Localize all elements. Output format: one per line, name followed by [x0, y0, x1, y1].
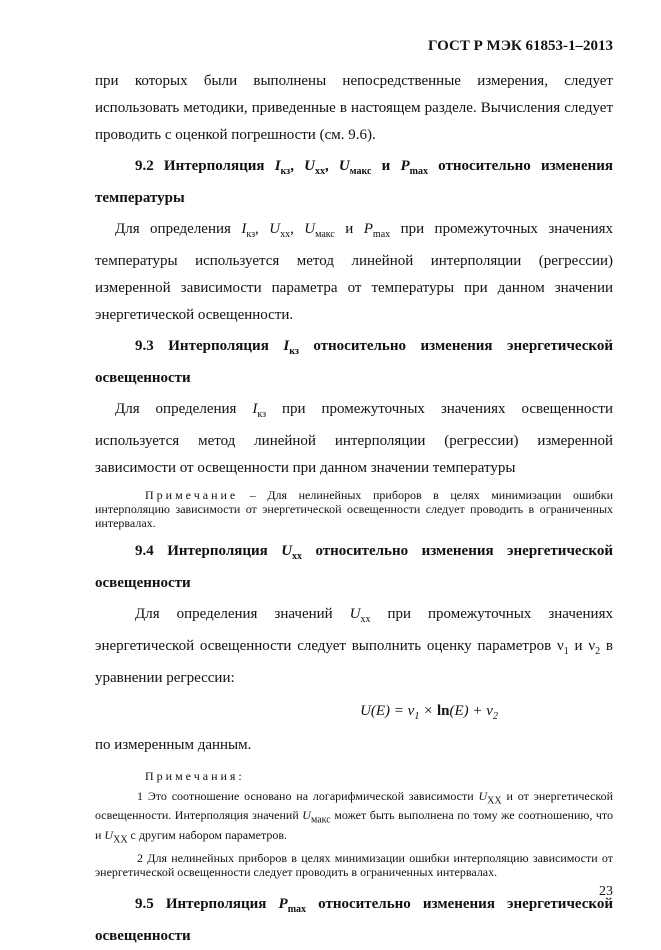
intro-paragraph: при которых были выполнены непосредственные измерения, следует использовать методики, приведенные в настоящем разделе. Вычисления следует проводить с оценкой погрешности (см. 9.6). [95, 73, 613, 143]
section-9-2-heading: 9.2 Интерполяция $I_{кз}$, $U_{хх}$, $U_{макс}$ и $P_{max}$ относительно изменения температуры [95, 158, 614, 206]
regression-formula: $U(E) = \nu_1 \times \ln(E) + \nu_2$ [360, 703, 498, 722]
note-1: 1 Это соотношение основано на логарифмической зависимости $U_{XX}$ и от энергетической освещенности. Интерполяция значений $U_{макс}$ может быть выполнена по тому же соотношению, что и $U_{XX}$ с другим набором параметров. [95, 789, 613, 846]
note-label: Примечание [145, 488, 239, 502]
section-9-3-paragraph: Для определения $I_{кз}$ при промежуточных значениях освещенности используется метод линейной интерполяции (регрессии) измеренной зависимости от освещенности при данном значении температуры [95, 401, 614, 476]
section-9-2-paragraph: Для определения $I_{кз}$, $U_{хх}$, $U_{макс}$ и $P_{max}$ при промежуточных значениях температуры используется метод линейной интерполяции (регрессии) измеренной зависимости параметра от температуры при данном значении энергетической освещенности. [95, 221, 614, 323]
section-9-4-paragraph: Для определения значений $U_{хх}$ при промежуточных значениях энергетической освещенности следует выполнить оценку параметров $\nu_1$ и $\nu_2$ в уравнении регрессии: [95, 606, 613, 686]
section-9-3-heading: 9.3 Интерполяция $I_{кз}$ относительно изменения энергетической освещенности [95, 338, 613, 386]
page-number: 23 [599, 884, 613, 899]
document-header: ГОСТ Р МЭК 61853-1–2013 [428, 38, 613, 54]
page-content [95, 68, 613, 950]
section-9-4-heading: 9.4 Интерполяция $U_{хх}$ относительно изменения энергетической освещенности [95, 543, 613, 591]
section-9-3-note: Примечание – Для нелинейных приборов в целях минимизации ошибки интерполяцию зависимости от энергетической освещенности следует проводить в ограниченных интервалах. [95, 488, 613, 530]
after-formula-text: по измеренным данным. [95, 737, 252, 753]
section-9-5-heading: 9.5 Интерполяция $P_{max}$ относительно изменения энергетической освещенности [95, 896, 613, 945]
notes-label: Примечания: [145, 769, 245, 783]
note-2: 2 Для нелинейных приборов в целях минимизации ошибки интерполяцию зависимости от энергетической освещенности следует проводить в ограниченных интервалах. [95, 851, 613, 880]
